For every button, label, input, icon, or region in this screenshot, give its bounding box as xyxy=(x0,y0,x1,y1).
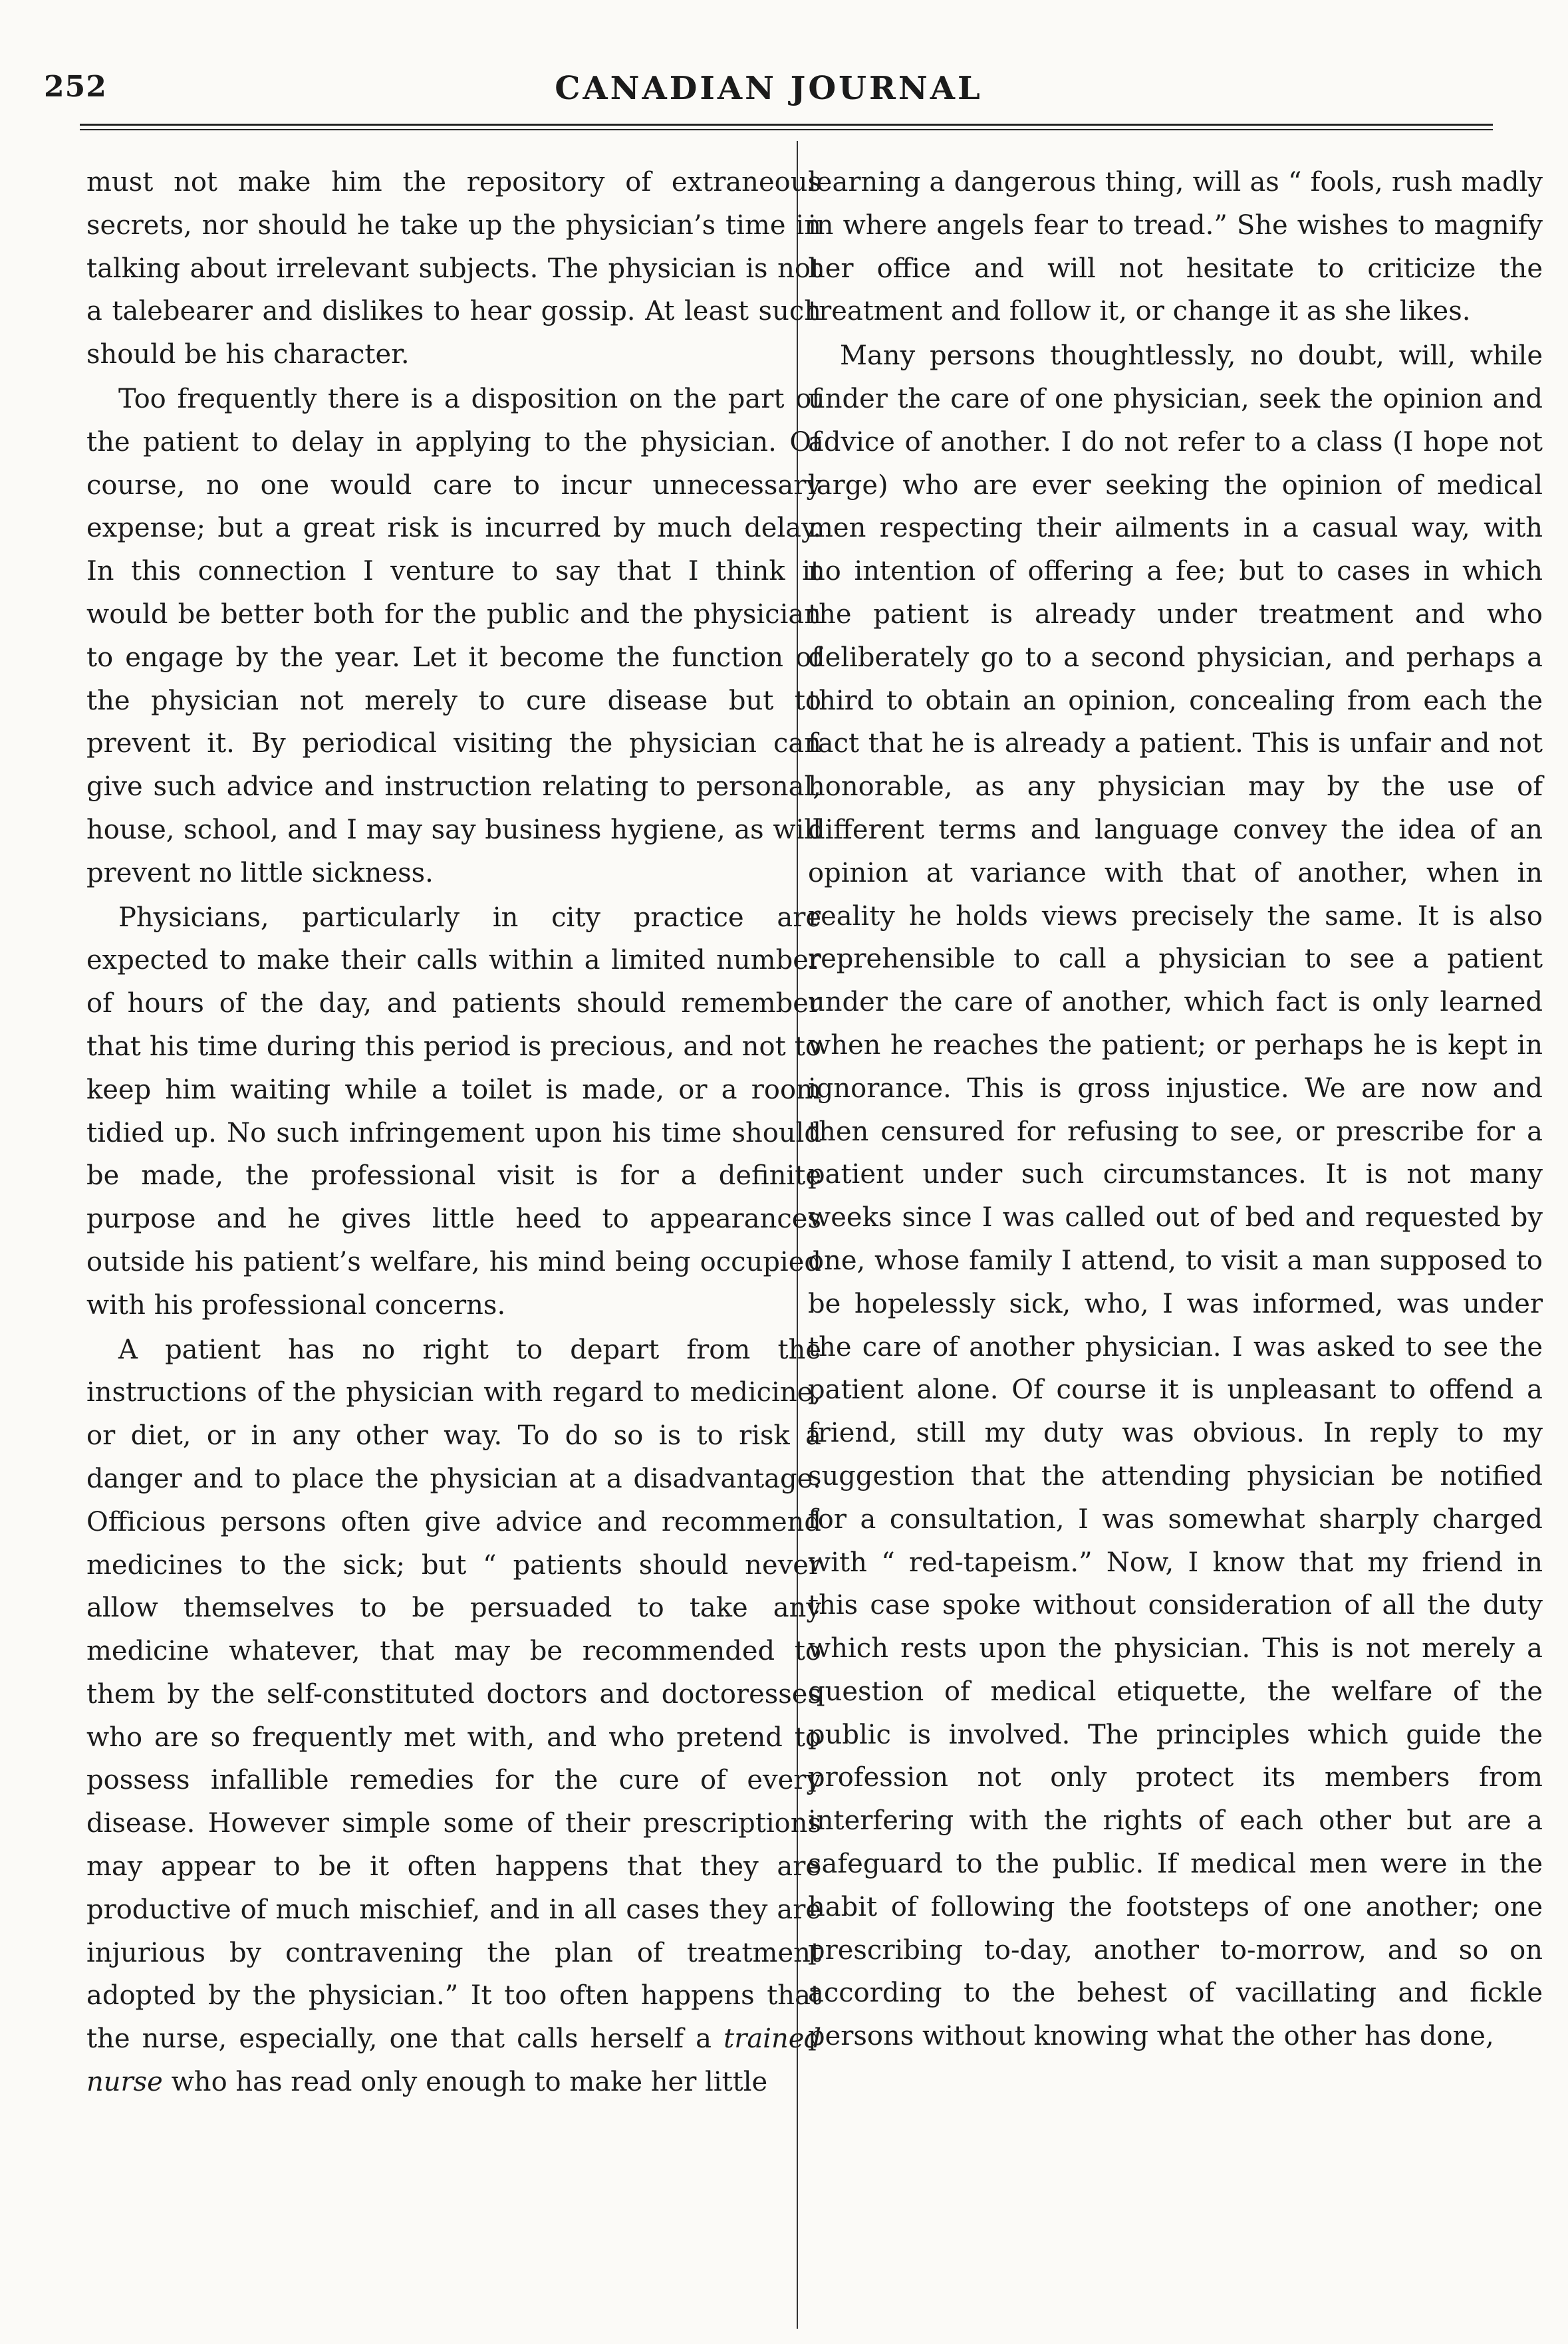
journal-title: CANADIAN JOURNAL xyxy=(555,70,983,107)
paragraph: Many persons thoughtlessly, no doubt, will, while under the care of one physician, seek the opinion and advice of another. I do not refer to a class (I hope not large) who are ever seeking the opinion of medical men respecting their ailments in a casual way, with no intention of offering a fee; but to cases in which the patient is already under treatment and who deliberately go to a second physician, and perhaps a third to obtain an opinion, concealing from each the fact that he is already a patient. This is unfair and not honorable, as any physician may by the use of different terms and language convey the idea of an opinion at variance with that of another, when in reality he holds views precisely the same. It is also reprehensible to call a physician to see a patient under the care of another, which fact is only learned when he reaches the patient; or perhaps he is kept in ignorance. This is gross injustice. We are now and then censured for refusing to see, or prescribe for a patient under such circumstances. It is not many weeks since I was called out of bed and requested by one, whose family I attend, to visit a man supposed to be hopelessly sick, who, I was informed, was under the care of another physician. I was asked to see the patient alone. Of course it is unpleasant to offend a friend, still my duty was obvious. In reply to my suggestion that the attending physician be notified for a consultation, I was somewhat sharply charged with “ red-tapeism.” Now, I know that my friend in this case spoke without consideration of all the duty which rests upon the physician. This is not merely a question of medical etiquette, the welfare of the public is involved. The principles which guide the profession not only protect its members from interfering with the rights of each other but are a safeguard to the public. If medical men were in the habit of following the footsteps of one another; one prescribing to-day, another to-morrow, and so on according to the behest of vacillating and fickle persons without knowing what the other has done, xyxy=(808,340,1543,2052)
paragraph-text: A patient has no right to depart from the instructions of the physician with regard to medicine, or diet, or in any other way. To do so is to risk a danger and to place the physician at a disadvantage. Officious persons often give advice and recommend medicines to the sick; but “ patients should never allow themselves to be persuaded to take any medicine whatever, that may be recommended to them by the self-constituted doctors and doctoresses who are so frequently met with, and who pretend to possess infallible remedies for the cure of every disease. However simple some of their prescriptions may appear to be it often happens that they are productive of much mischief, and in all cases they are injurious by contravening the plan of treatment adopted by the physician.” It too often happens that the nurse, especially, one that calls herself a xyxy=(86,1334,821,2055)
header-rule xyxy=(80,124,1493,126)
paragraph: learning a dangerous thing, will as “ fools, rush madly in where angels fear to tread.” She wishes to magnify her office and will not hesitate to criticize the treatment and follow it, or change it as she likes. xyxy=(808,167,1543,327)
page-number: 252 xyxy=(44,70,107,104)
left-column xyxy=(86,161,821,2105)
paragraph: Too frequently there is a disposition on the part of the patient to delay in applying to the physician. Of course, no one would care to incur unnecessary expense; but a great risk is incurred by much delay. In this connection I venture to say that I think it would be better both for the public and the physician to engage by the year. Let it become the function of the physician not merely to cure disease but to prevent it. By periodical visiting the physician can give such advice and instruction relating to personal, house, school, and I may say business hygiene, as will prevent no little sickness. xyxy=(86,383,821,888)
paragraph: must not make him the repository of extraneous secrets, nor should he take up the physician’s time in talking about irrelevant subjects. The physician is not a talebearer and dislikes to hear gossip. At least such should be his character. xyxy=(86,167,821,370)
right-column xyxy=(808,161,1543,2059)
paragraph-text-tail: who has read only enough to make her little xyxy=(171,2067,768,2098)
header-rule-secondary xyxy=(80,129,1493,130)
paragraph-with-italic xyxy=(86,1329,821,2104)
running-header xyxy=(44,70,1494,110)
paragraph: Physicians, particularly in city practice are expected to make their calls within a limited number of hours of the day, and patients should remember that his time during this period is precious, and not to keep him waiting while a toilet is made, or a room tidied up. No such infringement upon his time should be made, the professional visit is for a definite purpose and he gives little heed to appearances outside his patient’s welfare, his mind being occupied with his professional concerns. xyxy=(86,902,821,1321)
italic-term: trained nurse xyxy=(86,2023,821,2098)
